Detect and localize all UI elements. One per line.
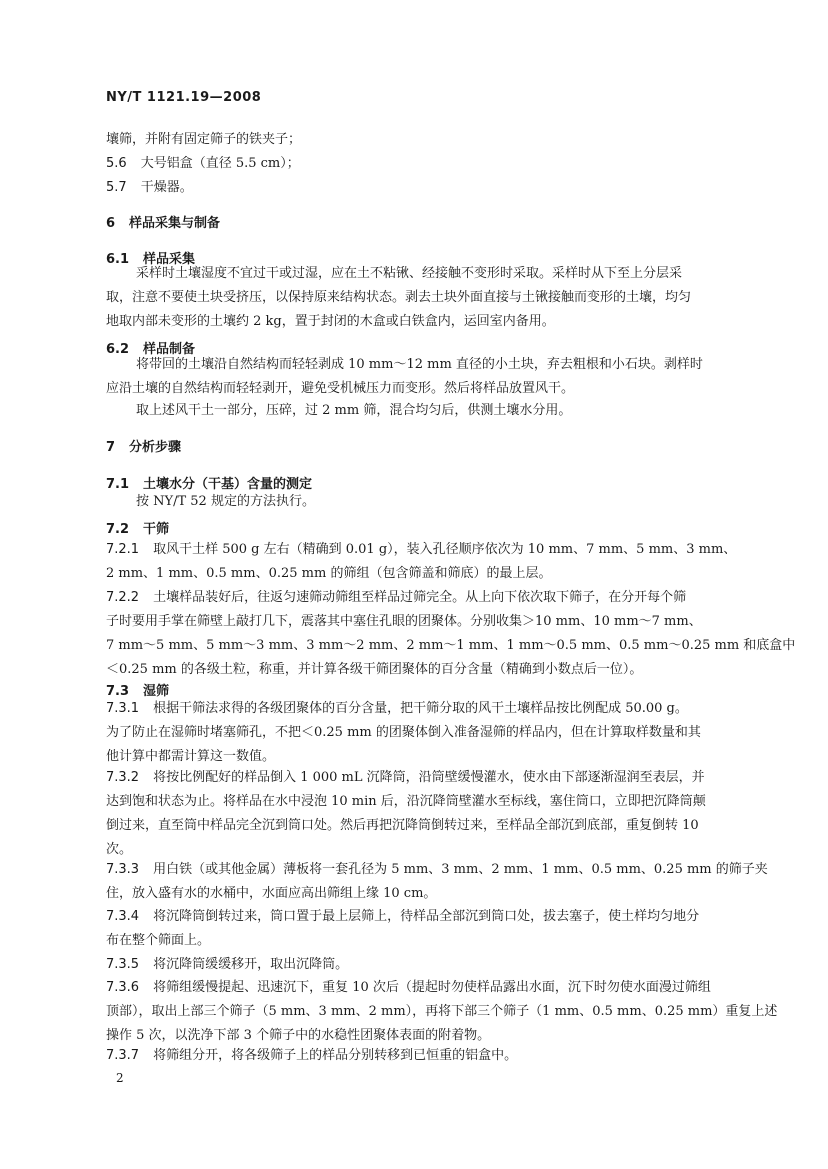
clause-7-3-6	[106, 976, 778, 1048]
clause-number: 5.6	[106, 156, 127, 171]
section-title: 土壤水分（干基）含量的测定	[143, 477, 313, 492]
text-line: 顶部），取出上部三个筛子（5 mm、3 mm、2 mm），再将下部三个筛子（1 mm、0.5 mm、0.25 mm）重复上述	[106, 1004, 778, 1019]
text-line: 将筛组分开，将各级筛子上的样品分别转移到已恒重的铝盒中。	[153, 1048, 518, 1063]
clause-number: 7.3.6	[106, 980, 140, 995]
section-number: 6.1	[106, 252, 130, 267]
paragraph-6-1	[106, 262, 774, 334]
text-line: 将沉降筒缓缓移开，取出沉降筒。	[153, 957, 349, 972]
text-line: 7 mm～5 mm、5 mm～3 mm、3 mm～2 mm、2 mm～1 mm、1 mm～0.5 mm、0.5 mm～0.25 mm 和底盒中	[106, 638, 796, 653]
text-line: 用白铁（或其他金属）薄板将一套孔径为 5 mm、3 mm、2 mm、1 mm、0.5 mm、0.25 mm 的筛子夹	[153, 862, 768, 877]
clause-text: 大号铝盒（直径 5.5 cm）；	[140, 156, 300, 171]
text-line: 取上述风干土一部分，压碎，过 2 mm 筛，混合均匀后，供测土壤水分用。	[136, 403, 572, 418]
text-line: ＜0.25 mm 的各级土粒，称重，并计算各级干筛团聚体的百分含量（精确到小数点后一位）。	[106, 662, 643, 677]
text-line: 子时要用手掌在筛壁上敲打几下，震落其中塞住孔眼的团聚体。分别收集＞10 mm、10 mm～7 mm、	[106, 614, 702, 629]
text-line: 地取内部未变形的土壤约 2 kg，置于封闭的木盒或白铁盒内，运回室内备用。	[106, 314, 555, 329]
text-line: 将沉降筒倒转过来，筒口置于最上层筛上，待样品全部沉到筒口处，拔去塞子，使土样均匀地分	[153, 909, 700, 924]
section-number: 7.1	[106, 477, 130, 492]
section-6-heading	[106, 212, 220, 231]
clause-number: 7.3.7	[106, 1048, 140, 1063]
continuation-line	[106, 128, 774, 152]
section-number: 7	[106, 440, 116, 455]
page-number: 2	[116, 1071, 124, 1085]
clause-7-3-2	[106, 766, 774, 862]
clause-7-3-1	[106, 697, 774, 769]
section-7-heading	[106, 436, 181, 455]
paragraph-6-2a	[106, 353, 774, 401]
clause-7-2-1	[106, 538, 774, 586]
item-5-6	[106, 152, 774, 176]
item-5-7	[106, 176, 774, 200]
clause-number: 7.3.4	[106, 909, 140, 924]
text-line: 应沿土壤的自然结构而轻轻剥开，避免受机械压力而变形。然后将样品放置风干。	[106, 381, 575, 396]
clause-number: 7.2.2	[106, 590, 140, 605]
text-line: 2 mm、1 mm、0.5 mm、0.25 mm 的筛组（包含筛盖和筛底）的最上层。	[106, 566, 552, 581]
clause-7-3-4	[106, 905, 774, 953]
section-title: 分析步骤	[129, 440, 182, 455]
clause-number: 7.3.1	[106, 701, 140, 716]
text-line: 次。	[106, 842, 133, 857]
section-number: 7.2	[106, 522, 130, 537]
text-line: 采样时土壤湿度不宜过干或过湿，应在土不粘锹、经接触不变形时采取。采样时从下至上分层采	[136, 266, 683, 281]
text-line: 住，放入盛有水的水桶中，水面应高出筛组上缘 10 cm。	[106, 886, 437, 901]
section-7-2-heading	[106, 518, 169, 537]
text-line: 他计算中都需计算这一数值。	[106, 749, 276, 764]
clause-number: 7.2.1	[106, 542, 140, 557]
clause-number: 7.3.2	[106, 770, 140, 785]
text-line: 为了防止在湿筛时堵塞筛孔，不把＜0.25 mm 的团聚体倒入准备湿筛的样品内，但在计算取样数量和其	[106, 725, 701, 740]
text-line: 达到饱和状态为止。将样品在水中浸泡 10 min 后，沿沉降筒壁灌水至标线，塞住筒口，立即把沉降筒颠	[106, 794, 706, 809]
paragraph-7-1	[106, 490, 774, 514]
text-line: 将筛组缓慢提起、迅速沉下，重复 10 次后（提起时勿使样品露出水面，沉下时勿使水面漫过筛组	[153, 980, 711, 995]
text-line: 将按比例配好的样品倒入 1 000 mL 沉降筒，沿筒壁缓慢灌水，使水由下部逐渐湿润至表层，并	[153, 770, 705, 785]
section-number: 7.3	[106, 684, 130, 699]
clause-7-3-3	[106, 858, 774, 906]
section-title: 湿筛	[143, 684, 170, 699]
clause-7-3-7	[106, 1044, 774, 1068]
section-title: 样品采集与制备	[129, 216, 221, 231]
text-line: 取风干土样 500 g 左右（精确到 0.01 g），装入孔径顺序依次为 10 mm、7 mm、5 mm、3 mm、	[153, 542, 737, 557]
section-title: 样品制备	[143, 342, 196, 357]
text-line: 操作 5 次，以洗净下部 3 个筛子中的水稳性团聚体表面的附着物。	[106, 1028, 491, 1043]
clause-number: 5.7	[106, 180, 127, 195]
text-line: 土壤样品装好后，往返匀速筛动筛组至样品过筛完全。从上向下依次取下筛子，在分开每个筛	[153, 590, 687, 605]
section-title: 干筛	[143, 522, 170, 537]
section-number: 6.2	[106, 342, 130, 357]
text-line: 将带回的土壤沿自然结构而轻轻剥成 10 mm～12 mm 直径的小土块，弃去粗根和小石块。剥样时	[136, 357, 703, 372]
clause-number: 7.3.5	[106, 957, 140, 972]
text-line: 按 NY/T 52 规定的方法执行。	[136, 494, 315, 509]
clause-7-2-2	[106, 586, 796, 682]
paragraph-6-2b	[106, 399, 774, 423]
clause-text: 干燥器。	[140, 180, 193, 195]
clause-7-3-5	[106, 953, 774, 977]
text-line: 倒过来，直至筒中样品完全沉到筒口处。然后再把沉降筒倒转过来，至样品全部沉到底部，重复倒转 10	[106, 818, 699, 833]
section-number: 6	[106, 216, 116, 231]
text-line: 壤筛，并附有固定筛子的铁夹子；	[106, 132, 302, 147]
text-line: 布在整个筛面上。	[106, 933, 211, 948]
text-line: 取，注意不要使土块受挤压，以保持原来结构状态。剥去土块外面直接与土锹接触而变形的土壤，均匀	[106, 290, 692, 305]
text-line: 根据干筛法求得的各级团聚体的百分含量，把干筛分取的风干土壤样品按比例配成 50.00 g。	[153, 701, 688, 716]
section-title: 样品采集	[143, 252, 196, 267]
standard-code-header: NY/T 1121.19—2008	[106, 90, 262, 105]
clause-number: 7.3.3	[106, 862, 140, 877]
